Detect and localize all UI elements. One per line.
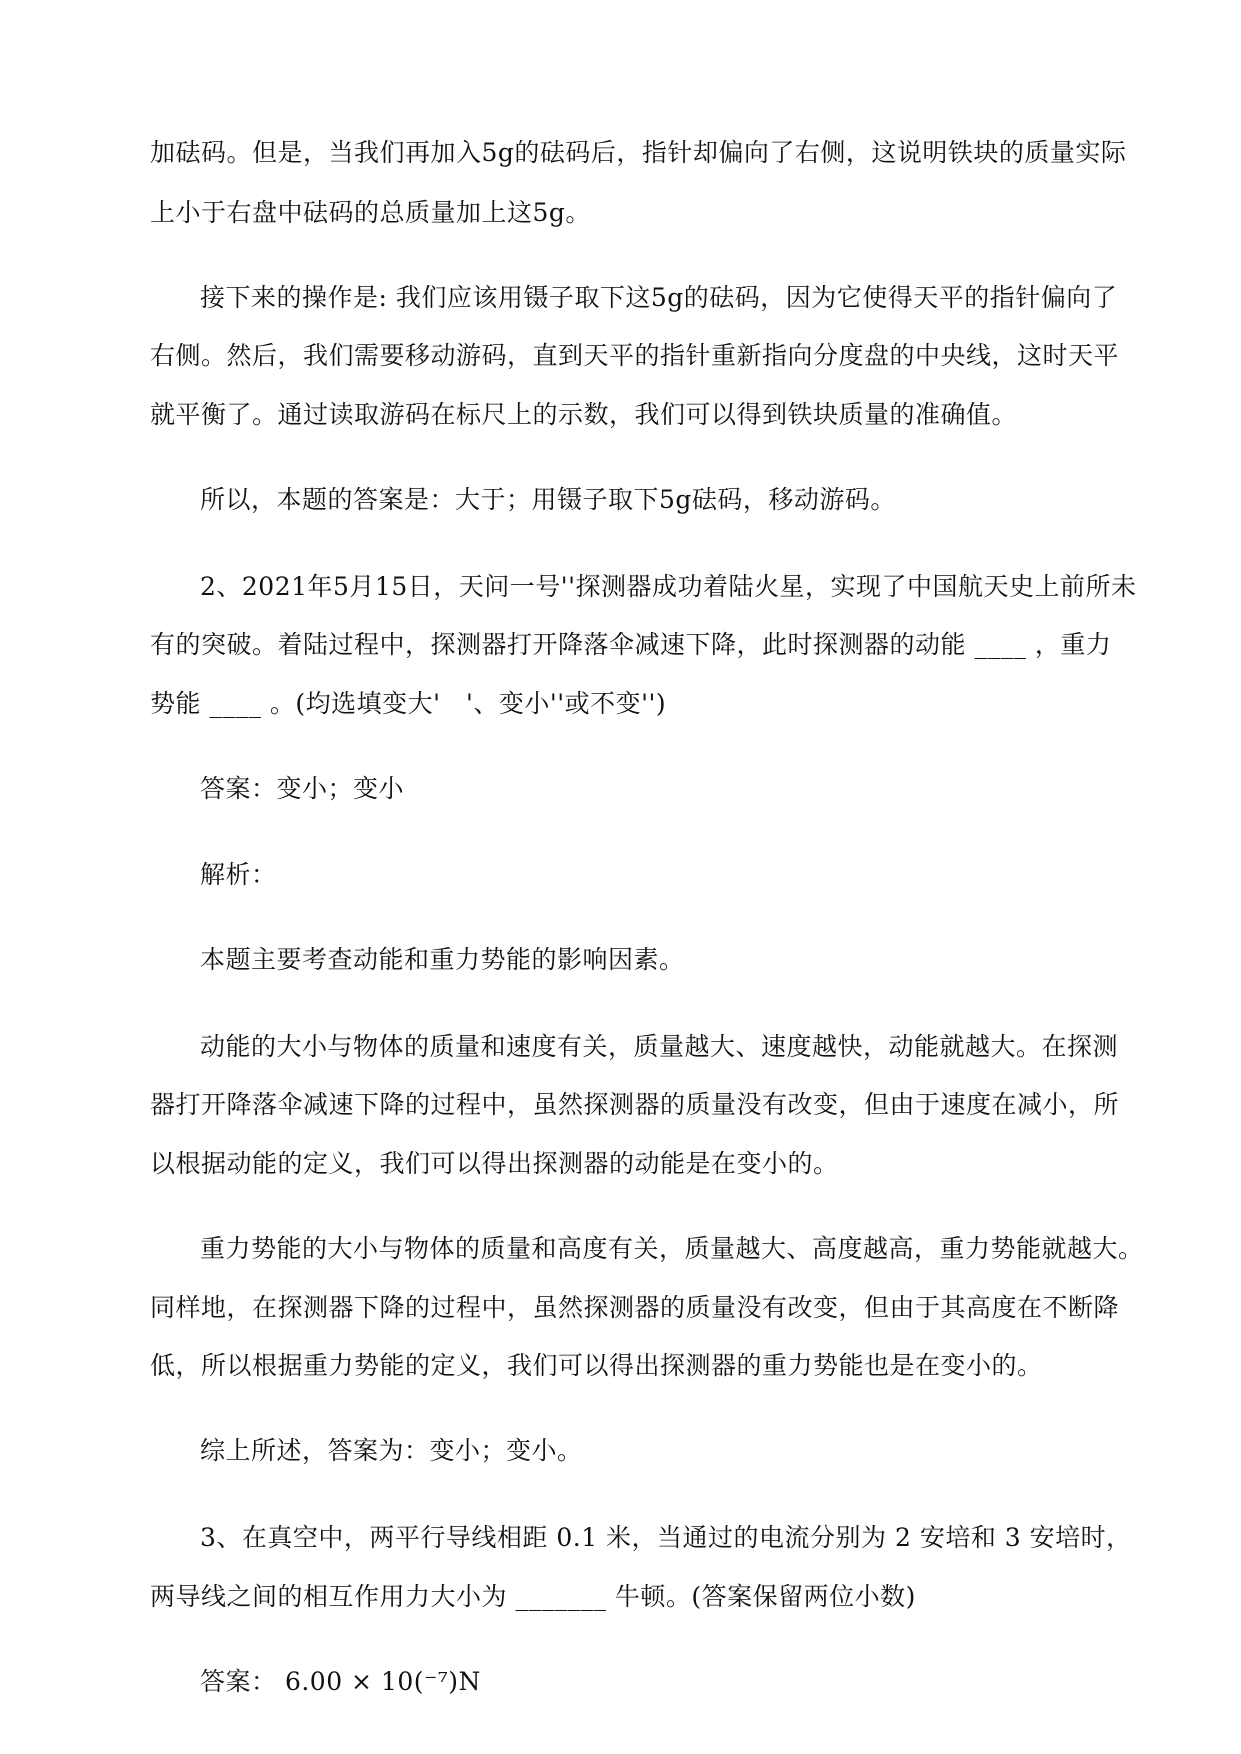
analysis-heading: 解析： [200,860,277,889]
question-2-line: 势能 ____ 。(均选填变大' '、变小''或不变'') [150,689,667,718]
text-line: 所以，本题的答案是：大于；用镊子取下5g砝码，移动游码。 [200,485,896,514]
question-3-line: 3、在真空中，两平行导线相距 0.1 米，当通过的电流分别为 2 安培和 3 安培时， [200,1523,1132,1552]
text-line: 重力势能的大小与物体的质量和高度有关，质量越大、高度越高，重力势能就越大。 [200,1234,1144,1263]
answer-line: 答案：变小；变小 [200,774,405,803]
text-line: 就平衡了。通过读取游码在标尺上的示数，我们可以得到铁块质量的准确值。 [150,400,1018,429]
question-3-line: 两导线之间的相互作用力大小为 _______ 牛顿。(答案保留两位小数) [150,1582,916,1611]
text-line: 低，所以根据重力势能的定义，我们可以得出探测器的重力势能也是在变小的。 [150,1351,1043,1380]
summary-line: 综上所述，答案为：变小；变小。 [200,1436,583,1465]
text-line: 上小于右盘中砝码的总质量加上这5g。 [150,198,591,227]
text-line: 器打开降落伞减速下降的过程中，虽然探测器的质量没有改变，但由于速度在减小，所 [150,1090,1120,1119]
question-2-line: 2、2021年5月15日，天问一号''探测器成功着陆火星，实现了中国航天史上前所未 [200,572,1137,601]
text-line: 接下来的操作是: 我们应该用镊子取下这5g的砝码，因为它使得天平的指针偏向了 [200,283,1118,312]
question-2-line: 有的突破。着陆过程中，探测器打开降落伞减速下降，此时探测器的动能 ____ ，重力 [150,630,1112,659]
text-line: 本题主要考查动能和重力势能的影响因素。 [200,945,685,974]
answer-line: 答案： 6.00 × 10(⁻⁷)N [200,1667,481,1696]
text-line: 右侧。然后，我们需要移动游码，直到天平的指针重新指向分度盘的中央线，这时天平 [150,341,1120,370]
text-line: 以根据动能的定义，我们可以得出探测器的动能是在变小的。 [150,1149,839,1178]
text-line: 加砝码。但是，当我们再加入5g的砝码后，指针却偏向了右侧，这说明铁块的质量实际 [150,138,1127,167]
text-line: 同样地，在探测器下降的过程中，虽然探测器的质量没有改变，但由于其高度在不断降 [150,1293,1120,1322]
text-line: 动能的大小与物体的质量和速度有关，质量越大、速度越快，动能就越大。在探测 [200,1032,1119,1061]
